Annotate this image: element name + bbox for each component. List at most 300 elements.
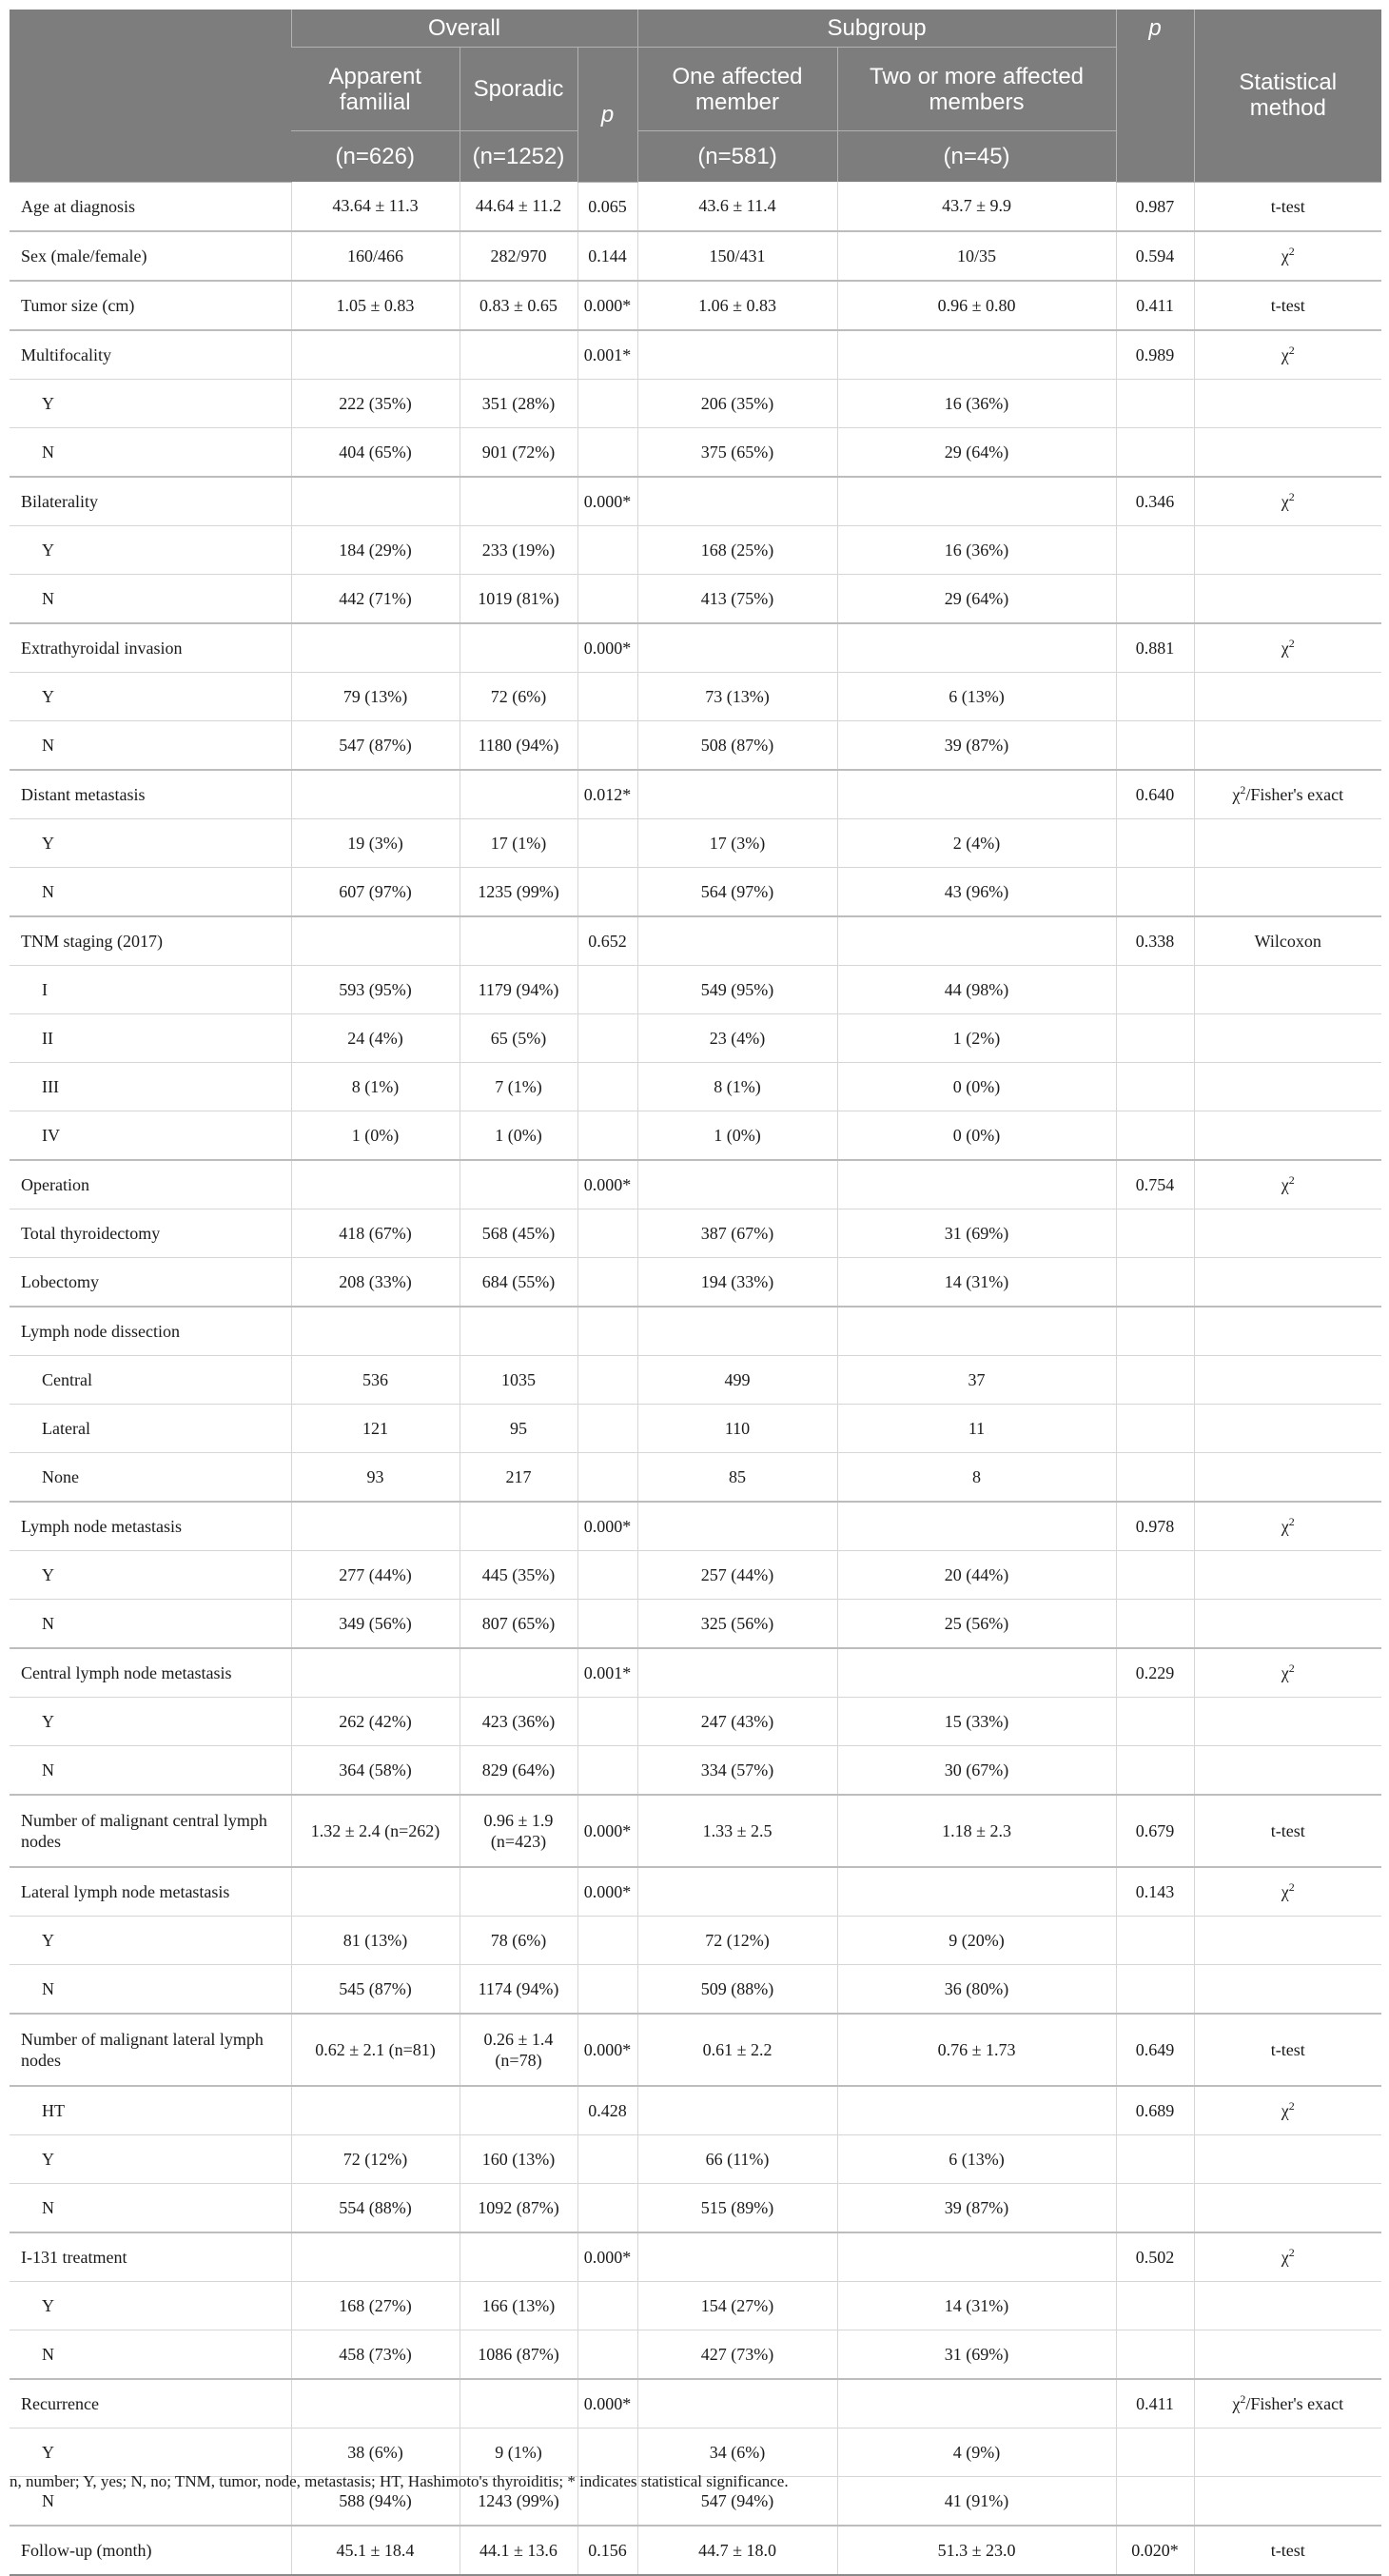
- apparent-familial-value: [291, 330, 460, 380]
- sporadic-value: [460, 2086, 577, 2135]
- two-or-more-value: 0.96 ± 0.80: [837, 281, 1116, 330]
- p-subgroup-value: 0.143: [1116, 1867, 1194, 1917]
- one-affected-value: 515 (89%): [637, 2183, 837, 2232]
- two-or-more-value: 6 (13%): [837, 672, 1116, 720]
- sporadic-value: 160 (13%): [460, 2134, 577, 2183]
- p-overall-value: [577, 2281, 637, 2330]
- row-label: N: [10, 1745, 291, 1795]
- statistical-method-value: [1194, 867, 1381, 916]
- statistical-method-value: [1194, 720, 1381, 770]
- apparent-familial-value: 418 (67%): [291, 1209, 460, 1257]
- p-overall-value: [577, 818, 637, 867]
- sporadic-value: 351 (28%): [460, 379, 577, 427]
- header-p-subgroup: p: [1116, 10, 1194, 182]
- p-subgroup-value: 0.640: [1116, 770, 1194, 819]
- p-overall-value: 0.156: [577, 2526, 637, 2575]
- method-symbol: χ: [1281, 491, 1289, 511]
- two-or-more-value: [837, 2379, 1116, 2429]
- statistical-method-value: t-test: [1194, 182, 1381, 231]
- one-affected-value: 549 (95%): [637, 965, 837, 1013]
- row-label: Central lymph node metastasis: [10, 1648, 291, 1698]
- one-affected-value: [637, 2086, 837, 2135]
- sporadic-value: 1086 (87%): [460, 2330, 577, 2379]
- table-row: [10, 965, 1381, 1013]
- row-label: N: [10, 1964, 291, 2014]
- sporadic-value: [460, 2232, 577, 2282]
- p-subgroup-value: [1116, 2330, 1194, 2379]
- sporadic-value: 829 (64%): [460, 1745, 577, 1795]
- two-or-more-value: 0 (0%): [837, 1062, 1116, 1111]
- two-or-more-value: 14 (31%): [837, 2281, 1116, 2330]
- p-subgroup-value: [1116, 867, 1194, 916]
- table-row: [10, 1355, 1381, 1404]
- p-overall-value: [577, 1599, 637, 1648]
- sporadic-value: 684 (55%): [460, 1257, 577, 1307]
- row-label: Age at diagnosis: [10, 182, 291, 231]
- table-row: [10, 1964, 1381, 2014]
- p-subgroup-value: [1116, 1355, 1194, 1404]
- table-row: [10, 525, 1381, 574]
- sporadic-value: 282/970: [460, 231, 577, 281]
- p-subgroup-value: [1116, 720, 1194, 770]
- one-affected-value: [637, 1867, 837, 1917]
- one-affected-value: [637, 477, 837, 526]
- p-overall-value: 0.001*: [577, 330, 637, 380]
- statistical-method-value: [1194, 477, 1381, 526]
- statistical-method-value: [1194, 2232, 1381, 2282]
- statistical-method-value: [1194, 2134, 1381, 2183]
- method-symbol: χ: [1281, 2247, 1289, 2267]
- row-label: Number of malignant lateral lymph nodes: [10, 2014, 291, 2086]
- p-overall-value: 0.001*: [577, 1648, 637, 1698]
- row-label: Lymph node metastasis: [10, 1502, 291, 1551]
- p-subgroup-value: [1116, 672, 1194, 720]
- header-one-affected-member: One affected member: [637, 48, 837, 131]
- two-or-more-value: 25 (56%): [837, 1599, 1116, 1648]
- apparent-familial-value: 8 (1%): [291, 1062, 460, 1111]
- row-label: III: [10, 1062, 291, 1111]
- p-overall-value: [577, 1355, 637, 1404]
- p-overall-value: [577, 574, 637, 623]
- table-row: [10, 2379, 1381, 2429]
- two-or-more-value: 51.3 ± 23.0: [837, 2526, 1116, 2575]
- one-affected-value: 110: [637, 1404, 837, 1452]
- apparent-familial-value: [291, 2086, 460, 2135]
- p-overall-value: [577, 1697, 637, 1745]
- method-superscript: 2: [1240, 782, 1246, 796]
- two-or-more-value: 20 (44%): [837, 1550, 1116, 1599]
- row-label: Lateral: [10, 1404, 291, 1452]
- statistical-method-value: [1194, 1013, 1381, 1062]
- two-or-more-value: [837, 1502, 1116, 1551]
- apparent-familial-value: 364 (58%): [291, 1745, 460, 1795]
- sporadic-value: 1235 (99%): [460, 867, 577, 916]
- method-symbol: χ: [1281, 2100, 1289, 2120]
- one-affected-value: 499: [637, 1355, 837, 1404]
- p-overall-value: [577, 2428, 637, 2476]
- apparent-familial-value: 222 (35%): [291, 379, 460, 427]
- sporadic-value: 423 (36%): [460, 1697, 577, 1745]
- statistical-method-value: [1194, 1599, 1381, 1648]
- two-or-more-value: 16 (36%): [837, 379, 1116, 427]
- header-two-or-more-affected-members: Two or more affected members: [837, 48, 1116, 131]
- p-overall-value: [577, 1062, 637, 1111]
- two-or-more-value: 44 (98%): [837, 965, 1116, 1013]
- one-affected-value: 23 (4%): [637, 1013, 837, 1062]
- p-subgroup-value: 0.989: [1116, 330, 1194, 380]
- table-row: [10, 1062, 1381, 1111]
- table-row: [10, 182, 1381, 231]
- p-subgroup-value: [1116, 574, 1194, 623]
- sporadic-value: 901 (72%): [460, 427, 577, 477]
- header-apparent-familial: Apparent familial: [291, 48, 460, 131]
- one-affected-value: 1.33 ± 2.5: [637, 1795, 837, 1867]
- statistical-method-value: [1194, 818, 1381, 867]
- two-or-more-value: 29 (64%): [837, 574, 1116, 623]
- p-overall-value: [577, 1404, 637, 1452]
- statistical-method-value: [1194, 330, 1381, 380]
- apparent-familial-value: 593 (95%): [291, 965, 460, 1013]
- row-label: I: [10, 965, 291, 1013]
- sporadic-value: [460, 1867, 577, 1917]
- apparent-familial-value: [291, 1648, 460, 1698]
- row-label: Lobectomy: [10, 1257, 291, 1307]
- sporadic-value: 1179 (94%): [460, 965, 577, 1013]
- p-overall-value: [577, 379, 637, 427]
- one-affected-value: 154 (27%): [637, 2281, 837, 2330]
- apparent-familial-value: 277 (44%): [291, 1550, 460, 1599]
- row-label: Recurrence: [10, 2379, 291, 2429]
- method-superscript: 2: [1288, 1514, 1295, 1528]
- sporadic-value: 17 (1%): [460, 818, 577, 867]
- apparent-familial-value: 19 (3%): [291, 818, 460, 867]
- one-affected-value: [637, 1307, 837, 1356]
- one-affected-value: 427 (73%): [637, 2330, 837, 2379]
- statistical-method-value: [1194, 1111, 1381, 1160]
- table-row: [10, 1599, 1381, 1648]
- apparent-familial-value: [291, 1867, 460, 1917]
- statistical-method-value: [1194, 1404, 1381, 1452]
- method-symbol: χ: [1281, 1881, 1289, 1901]
- method-symbol: χ: [1281, 1174, 1289, 1194]
- sporadic-value: 78 (6%): [460, 1916, 577, 1964]
- row-label: Y: [10, 1550, 291, 1599]
- apparent-familial-value: 607 (97%): [291, 867, 460, 916]
- two-or-more-value: [837, 477, 1116, 526]
- statistical-method-value: [1194, 965, 1381, 1013]
- two-or-more-value: 15 (33%): [837, 1697, 1116, 1745]
- method-superscript: 2: [1288, 343, 1295, 357]
- one-affected-value: 85: [637, 1452, 837, 1502]
- p-subgroup-value: 0.987: [1116, 182, 1194, 231]
- sporadic-value: 1092 (87%): [460, 2183, 577, 2232]
- table-row: [10, 2014, 1381, 2086]
- statistical-method-value: [1194, 2428, 1381, 2476]
- sporadic-value: 1019 (81%): [460, 574, 577, 623]
- table-header: [10, 10, 1381, 182]
- apparent-familial-value: 38 (6%): [291, 2428, 460, 2476]
- sporadic-value: [460, 477, 577, 526]
- row-label: N: [10, 427, 291, 477]
- p-overall-value: [577, 1452, 637, 1502]
- table-footnote: n, number; Y, yes; N, no; TNM, tumor, node, metastasis; HT, Hashimoto's thyroiditis; * indicates statistical significance.: [10, 2472, 789, 2490]
- apparent-familial-value: 547 (87%): [291, 720, 460, 770]
- one-affected-value: [637, 2379, 837, 2429]
- sporadic-value: 0.26 ± 1.4 (n=78): [460, 2014, 577, 2086]
- header-sporadic: Sporadic: [460, 48, 577, 131]
- row-label: Y: [10, 525, 291, 574]
- table-row: [10, 916, 1381, 966]
- p-overall-value: 0.000*: [577, 1867, 637, 1917]
- apparent-familial-value: [291, 2232, 460, 2282]
- sporadic-value: 0.83 ± 0.65: [460, 281, 577, 330]
- one-affected-value: 1.06 ± 0.83: [637, 281, 837, 330]
- p-subgroup-value: 0.881: [1116, 623, 1194, 673]
- p-subgroup-value: [1116, 379, 1194, 427]
- two-or-more-value: 1.18 ± 2.3: [837, 1795, 1116, 1867]
- one-affected-value: 8 (1%): [637, 1062, 837, 1111]
- table-row: [10, 672, 1381, 720]
- apparent-familial-value: 81 (13%): [291, 1916, 460, 1964]
- row-label: None: [10, 1452, 291, 1502]
- statistical-method-value: [1194, 1257, 1381, 1307]
- p-subgroup-value: [1116, 2428, 1194, 2476]
- table-row: [10, 574, 1381, 623]
- table-row: [10, 1013, 1381, 1062]
- p-subgroup-value: 0.754: [1116, 1160, 1194, 1209]
- sporadic-value: 445 (35%): [460, 1550, 577, 1599]
- row-label: Number of malignant central lymph nodes: [10, 1795, 291, 1867]
- row-label: Tumor size (cm): [10, 281, 291, 330]
- row-label: Y: [10, 379, 291, 427]
- two-or-more-value: [837, 1867, 1116, 1917]
- two-or-more-value: 37: [837, 1355, 1116, 1404]
- p-overall-value: 0.000*: [577, 281, 637, 330]
- p-subgroup-value: [1116, 1013, 1194, 1062]
- row-label: Bilaterality: [10, 477, 291, 526]
- p-subgroup-value: [1116, 2281, 1194, 2330]
- method-superscript: 2: [1288, 489, 1295, 503]
- two-or-more-value: 39 (87%): [837, 2183, 1116, 2232]
- statistical-method-value: [1194, 1745, 1381, 1795]
- row-label: Lateral lymph node metastasis: [10, 1867, 291, 1917]
- apparent-familial-value: 79 (13%): [291, 672, 460, 720]
- p-overall-value: [577, 1013, 637, 1062]
- p-subgroup-value: [1116, 1111, 1194, 1160]
- sporadic-value: [460, 1648, 577, 1698]
- p-subgroup-value: [1116, 2476, 1194, 2526]
- p-subgroup-value: [1116, 1916, 1194, 1964]
- p-subgroup-value: [1116, 427, 1194, 477]
- characteristics-table: [10, 10, 1381, 2576]
- row-label: Extrathyroidal invasion: [10, 623, 291, 673]
- statistical-method-value: [1194, 1964, 1381, 2014]
- apparent-familial-value: 121: [291, 1404, 460, 1452]
- table-row: [10, 2526, 1381, 2575]
- p-overall-value: [577, 1550, 637, 1599]
- two-or-more-value: 0 (0%): [837, 1111, 1116, 1160]
- apparent-familial-value: 536: [291, 1355, 460, 1404]
- p-subgroup-value: [1116, 818, 1194, 867]
- table-row: [10, 2086, 1381, 2135]
- row-label: N: [10, 867, 291, 916]
- row-label: Lymph node dissection: [10, 1307, 291, 1356]
- two-or-more-value: 11: [837, 1404, 1116, 1452]
- apparent-familial-value: 93: [291, 1452, 460, 1502]
- table-row: [10, 330, 1381, 380]
- one-affected-value: 334 (57%): [637, 1745, 837, 1795]
- p-overall-value: 0.000*: [577, 1795, 637, 1867]
- statistical-method-value: [1194, 672, 1381, 720]
- table-row: [10, 720, 1381, 770]
- table-row: [10, 427, 1381, 477]
- two-or-more-value: 10/35: [837, 231, 1116, 281]
- row-label: Y: [10, 1916, 291, 1964]
- p-subgroup-value: 0.649: [1116, 2014, 1194, 2086]
- sporadic-value: 1180 (94%): [460, 720, 577, 770]
- two-or-more-value: [837, 2086, 1116, 2135]
- p-overall-value: 0.144: [577, 231, 637, 281]
- sporadic-value: 9 (1%): [460, 2428, 577, 2476]
- two-or-more-value: 41 (91%): [837, 2476, 1116, 2526]
- apparent-familial-value: 1.32 ± 2.4 (n=262): [291, 1795, 460, 1867]
- two-or-more-value: 6 (13%): [837, 2134, 1116, 2183]
- sporadic-value: 95: [460, 1404, 577, 1452]
- table-row: [10, 1697, 1381, 1745]
- apparent-familial-value: 208 (33%): [291, 1257, 460, 1307]
- one-affected-value: [637, 2232, 837, 2282]
- header-overall: Overall: [291, 10, 637, 48]
- p-overall-value: [577, 672, 637, 720]
- p-subgroup-value: [1116, 1599, 1194, 1648]
- one-affected-value: 547 (94%): [637, 2476, 837, 2526]
- row-label: TNM staging (2017): [10, 916, 291, 966]
- p-subgroup-value: [1116, 1404, 1194, 1452]
- table-row: [10, 1550, 1381, 1599]
- statistical-method-value: [1194, 1160, 1381, 1209]
- two-or-more-value: 43 (96%): [837, 867, 1116, 916]
- one-affected-value: 194 (33%): [637, 1257, 837, 1307]
- apparent-familial-value: 45.1 ± 18.4: [291, 2526, 460, 2575]
- one-affected-value: 325 (56%): [637, 1599, 837, 1648]
- p-overall-value: [577, 1257, 637, 1307]
- one-affected-value: 73 (13%): [637, 672, 837, 720]
- table-row: [10, 2281, 1381, 2330]
- apparent-familial-value: 1.05 ± 0.83: [291, 281, 460, 330]
- method-superscript: 2: [1288, 1661, 1295, 1675]
- method-superscript: 2: [1288, 636, 1295, 650]
- sporadic-value: [460, 1307, 577, 1356]
- two-or-more-value: 30 (67%): [837, 1745, 1116, 1795]
- two-or-more-value: [837, 770, 1116, 819]
- table-row: [10, 2232, 1381, 2282]
- two-or-more-value: [837, 1307, 1116, 1356]
- method-superscript: 2: [1288, 1172, 1295, 1187]
- method-symbol: χ: [1281, 1516, 1289, 1536]
- one-affected-value: 72 (12%): [637, 1916, 837, 1964]
- table-row: [10, 281, 1381, 330]
- apparent-familial-value: 404 (65%): [291, 427, 460, 477]
- row-label: I-131 treatment: [10, 2232, 291, 2282]
- row-label: Y: [10, 1697, 291, 1745]
- statistical-method-value: [1194, 525, 1381, 574]
- statistical-method-value: Wilcoxon: [1194, 916, 1381, 966]
- p-subgroup-value: 0.689: [1116, 2086, 1194, 2135]
- p-overall-value: [577, 2134, 637, 2183]
- row-label: Y: [10, 672, 291, 720]
- row-label: N: [10, 1599, 291, 1648]
- p-overall-value: [577, 1209, 637, 1257]
- one-affected-value: [637, 1502, 837, 1551]
- row-label: Follow-up (month): [10, 2526, 291, 2575]
- p-subgroup-value: 0.594: [1116, 231, 1194, 281]
- p-subgroup-value: [1116, 1745, 1194, 1795]
- p-overall-value: 0.012*: [577, 770, 637, 819]
- sporadic-value: 1174 (94%): [460, 1964, 577, 2014]
- table-row: [10, 1648, 1381, 1698]
- p-subgroup-value: [1116, 965, 1194, 1013]
- one-affected-value: [637, 916, 837, 966]
- apparent-familial-value: [291, 916, 460, 966]
- p-subgroup-value: [1116, 1550, 1194, 1599]
- row-label: Y: [10, 2134, 291, 2183]
- one-affected-value: [637, 1648, 837, 1698]
- table-row: [10, 231, 1381, 281]
- sporadic-value: 217: [460, 1452, 577, 1502]
- two-or-more-value: 31 (69%): [837, 2330, 1116, 2379]
- method-symbol: χ: [1281, 246, 1289, 265]
- one-affected-value: 387 (67%): [637, 1209, 837, 1257]
- one-affected-value: 44.7 ± 18.0: [637, 2526, 837, 2575]
- header-n-one-affected: (n=581): [637, 131, 837, 183]
- p-subgroup-value: [1116, 1062, 1194, 1111]
- table-row: [10, 1111, 1381, 1160]
- row-label: Operation: [10, 1160, 291, 1209]
- p-overall-value: [577, 2330, 637, 2379]
- header-blank-cell: [10, 10, 291, 182]
- p-subgroup-value: 0.679: [1116, 1795, 1194, 1867]
- p-subgroup-value: 0.411: [1116, 2379, 1194, 2429]
- row-label: Y: [10, 818, 291, 867]
- statistical-method-value: [1194, 1502, 1381, 1551]
- method-symbol: χ: [1281, 638, 1289, 658]
- statistical-method-value: t-test: [1194, 2526, 1381, 2575]
- header-n-apparent-familial: (n=626): [291, 131, 460, 183]
- p-overall-value: [577, 965, 637, 1013]
- table-row: [10, 477, 1381, 526]
- statistical-method-value: [1194, 574, 1381, 623]
- two-or-more-value: 43.7 ± 9.9: [837, 182, 1116, 231]
- p-subgroup-value: 0.338: [1116, 916, 1194, 966]
- two-or-more-value: 4 (9%): [837, 2428, 1116, 2476]
- method-symbol: χ: [1232, 784, 1241, 804]
- sporadic-value: 44.1 ± 13.6: [460, 2526, 577, 2575]
- table-row: [10, 1795, 1381, 1867]
- one-affected-value: 257 (44%): [637, 1550, 837, 1599]
- statistical-method-value: [1194, 1916, 1381, 1964]
- p-subgroup-value: [1116, 1964, 1194, 2014]
- apparent-familial-value: 0.62 ± 2.1 (n=81): [291, 2014, 460, 2086]
- table-row: [10, 2330, 1381, 2379]
- p-subgroup-value: [1116, 1257, 1194, 1307]
- apparent-familial-value: 184 (29%): [291, 525, 460, 574]
- statistical-method-value: [1194, 1697, 1381, 1745]
- statistical-method-value: t-test: [1194, 1795, 1381, 1867]
- table-row: [10, 623, 1381, 673]
- apparent-familial-value: 160/466: [291, 231, 460, 281]
- table-row: [10, 1404, 1381, 1452]
- p-overall-value: 0.000*: [577, 477, 637, 526]
